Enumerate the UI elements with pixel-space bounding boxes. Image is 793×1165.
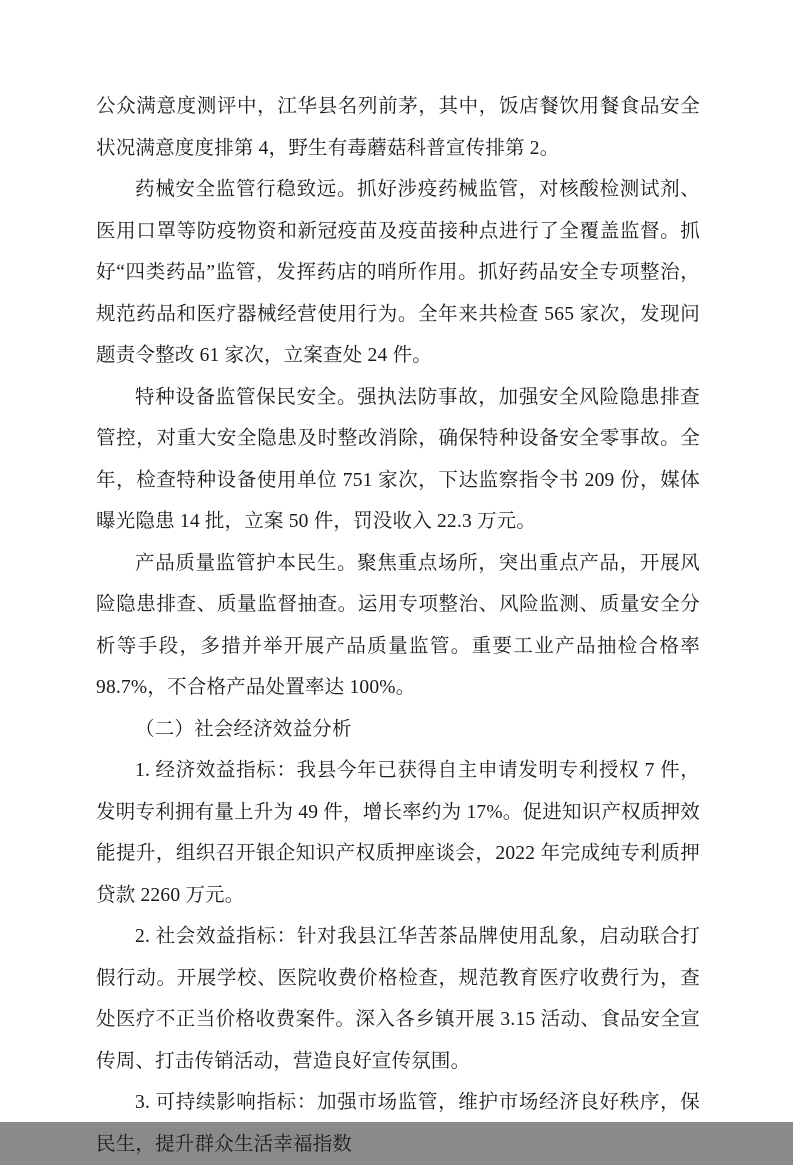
paragraph-3: 特种设备监管保民安全。强执法防事故，加强安全风险隐患排查管控，对重大安全隐患及时整改消除，确保特种设备安全零事故。全年，检查特种设备使用单位 751 家次，下达监察指令书 209 份，媒体曝光隐患 14 批，立案 50 件，罚没收入 22.3 万元。 [96,386,700,532]
paragraph-4: 产品质量监管护本民生。聚焦重点场所，突出重点产品，开展风险隐患排查、质量监督抽查。运用专项整治、风险监测、质量安全分析等手段，多措并举开展产品质量监管。重要工业产品抽检合格率 98.7%，不合格产品处置率达 100%。 [96,552,700,698]
paragraph-5: 1. 经济效益指标：我县今年已获得自主申请发明专利授权 7 件，发明专利拥有量上升为 49 件，增长率约为 17%。促进知识产权质押效能提升，组织召开银企知识产权质押座谈会，2022 年完成纯专利质押贷款 2260 万元。 [96,760,700,906]
paragraph-2: 药械安全监管行稳致远。抓好涉疫药械监管，对核酸检测试剂、医用口罩等防疫物资和新冠疫苗及疫苗接种点进行了全覆盖监督。抓好“四类药品”监管，发挥药店的哨所作用。抓好药品安全专项整治，规范药品和医疗器械经营使用行为。全年来共检查 565 家次，发现问题责令整改 61 家次，立案查处 24 件。 [96,179,700,366]
paragraph-6: 2. 社会效益指标：针对我县江华苦茶品牌使用乱象，启动联合打假行动。开展学校、医院收费价格检查，规范教育医疗收费行为，查处医疗不正当价格收费案件。深入各乡镇开展 3.15 活动、食品安全宣传周、打击传销活动，营造良好宣传氛围。 [96,926,700,1072]
document-body [96,86,700,1165]
paragraph-1: 公众满意度测评中，江华县名列前茅，其中，饭店餐饮用餐食品安全状况满意度度排第 4，野生有毒蘑菇科普宣传排第 2。 [96,96,700,159]
paragraph-7: 3. 可持续影响指标：加强市场监管，维护市场经济良好秩序，保民生，提升群众生活幸福指数 [96,1092,700,1155]
paragraph-heading-section-2: （二）社会经济效益分析 [135,718,352,740]
